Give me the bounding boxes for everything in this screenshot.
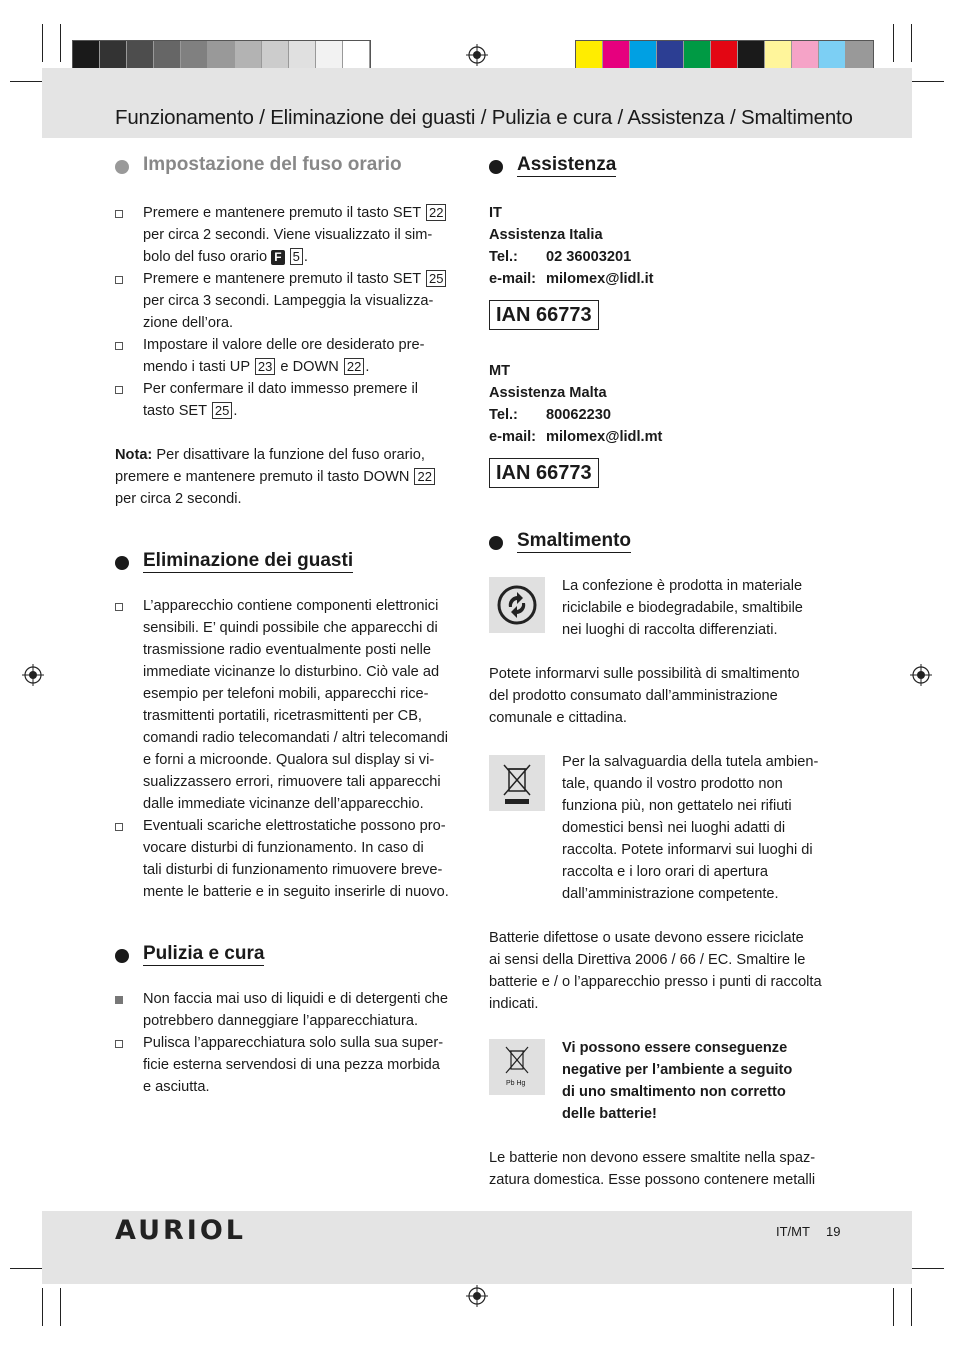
key-ref: 23: [255, 358, 275, 375]
note: Nota: Per disattivare la funzione del fuso orario, premere e mantenere premuto il tasto DOWN 22 per circa 2 secondi.: [115, 444, 467, 510]
bullet-dot-icon: [489, 160, 503, 174]
checkbox-bullet-icon: [115, 210, 123, 218]
checkbox-bullet-icon: [115, 276, 123, 284]
filled-square-bullet-icon: [115, 996, 123, 1004]
registration-mark-bottom-icon: [466, 1285, 488, 1307]
bullet-dot-icon: [489, 536, 503, 550]
color-swatch: [819, 41, 846, 70]
footer-language: IT/MT: [776, 1224, 810, 1239]
ian-number-malta: IAN 66773: [489, 458, 599, 488]
checkbox-bullet-icon: [115, 386, 123, 394]
list-item: Per confermare il dato immesso premere il tasto SET 25 .: [115, 378, 467, 422]
weee-block: Per la salvaguardia della tutela ambien- tale, quando il vostro prodotto non funziona più, non gettatelo nei rifiuti domestici bensì nei luoghi adatti di raccolta. Potete informarvi sui luoghi di raccolta e i loro orari di apertura dall’amministrazione competente.: [489, 751, 841, 905]
list-item: Premere e mantenere premuto il tasto SET 25 per circa 3 secondi. Lampeggia la visualizza- zione dell’ora.: [115, 268, 467, 334]
key-ref: 22: [426, 204, 446, 221]
checkbox-bullet-icon: [115, 342, 123, 350]
registration-mark-right-icon: [910, 664, 932, 686]
color-swatch: [630, 41, 657, 70]
battery-warning-block: Pb Hg Vi possono essere conseguenze negative per l’ambiente a seguito di uno smaltimento non corretto delle batterie!: [489, 1037, 841, 1125]
green-dot-recycling-icon: [489, 577, 545, 633]
color-swatch: [262, 41, 289, 70]
checkbox-bullet-icon: [115, 1040, 123, 1048]
bullet-dot-icon: [115, 556, 129, 570]
list-item: L’apparecchio contiene componenti elettronici sensibili. E’ quindi possibile che apparecchi di trasmissione radio eventualmente posti nelle immediate vicinanze lo disturbino. Ciò vale ad esempio per telefoni mobili, apparecchi rice- trasmittenti portatili, ricetrasmittenti per CB, comandi radio telecomandati / altri telecomandi e forni a microonde. Qualora sul display si vi- sualizzassero errori, rimuovere tali apparecchi dalle immediate vicinanze dell’apparecchio.: [115, 595, 467, 815]
list-item: Eventuali scariche elettrostatiche possono pro- vocare disturbi di funzionamento. In caso di tali disturbi di funzionamento rimuovere breve- mente le batterie e in seguito inserirle di nuovo.: [115, 815, 467, 903]
section-heading-service: Assistenza: [489, 154, 841, 182]
checkbox-bullet-icon: [115, 823, 123, 831]
key-ref: 22: [344, 358, 364, 375]
list-item: Non faccia mai uso di liquidi e di detergenti che potrebbero danneggiare l’apparecchiatura.: [115, 988, 467, 1032]
timezone-f-icon: F: [271, 250, 284, 265]
bullet-dot-icon: [115, 160, 129, 174]
page-number: 19: [826, 1224, 841, 1239]
bullet-dot-icon: [115, 949, 129, 963]
battery-bin-label: Pb Hg: [506, 1080, 526, 1087]
color-swatch: [154, 41, 181, 70]
list-item: Impostare il valore delle ore desiderato pre- mendo i tasti UP 23 e DOWN 22 .: [115, 334, 467, 378]
key-ref: 25: [212, 402, 232, 419]
list-item: Pulisca l’apparecchiatura solo sulla sua super- ficie esterna servendosi di una pezza morbida e asciutta.: [115, 1032, 467, 1098]
disposal-info: Potete informarvi sulle possibilità di smaltimento del prodotto consumato dall’amministrazione comunale e cittadina.: [489, 666, 800, 726]
service-italy: IT Assistenza Italia Tel.: 02 36003201 e-mail: milomex@lidl.it: [489, 205, 654, 287]
key-ref: 22: [414, 468, 434, 485]
section-heading-troubleshooting: Eliminazione dei guasti: [115, 550, 467, 578]
section-heading-timezone: Impostazione del fuso orario: [115, 154, 467, 182]
color-swatch: [181, 41, 208, 70]
battery-final-info: Le batterie non devono essere smaltite nella spaz- zatura domestica. Esse possono contenere metalli: [489, 1150, 816, 1188]
list-item: Premere e mantenere premuto il tasto SET 22 per circa 2 secondi. Viene visualizzato il sim- bolo del fuso orario F 5 .: [115, 202, 467, 268]
color-swatch-bar: [575, 40, 874, 71]
key-ref: 25: [426, 270, 446, 287]
battery-bin-icon: [489, 1039, 545, 1095]
battery-info: Batterie difettose o usate devono essere riciclate ai sensi della Direttiva 2006 / 66 / EC. Smaltire le batterie e / o l’apparecchio presso i punti di raccolta indicati.: [489, 930, 822, 1012]
packaging-block: La confezione è prodotta in materiale riciclabile e biodegradabile, smaltibile nei luoghi di raccolta differenziati.: [489, 575, 841, 641]
color-swatch: [576, 41, 603, 70]
color-swatch: [127, 41, 154, 70]
left-column: [115, 154, 467, 1098]
color-swatch: [765, 41, 792, 70]
registration-mark-left-icon: [22, 664, 44, 686]
color-swatch: [316, 41, 343, 70]
color-swatch: [738, 41, 765, 70]
section-heading-cleaning: Pulizia e cura: [115, 943, 467, 971]
color-swatch: [657, 41, 684, 70]
color-swatch: [711, 41, 738, 70]
service-malta: MT Assistenza Malta Tel.: 80062230 e-mail: milomex@lidl.mt: [489, 363, 663, 445]
color-swatch: [235, 41, 262, 70]
registration-mark-top-icon: [466, 44, 488, 66]
checkbox-bullet-icon: [115, 603, 123, 611]
color-swatch: [603, 41, 630, 70]
color-swatch: [73, 41, 100, 70]
color-swatch: [100, 41, 127, 70]
key-ref: 5: [290, 248, 303, 265]
crossed-bin-icon: [489, 755, 545, 811]
color-swatch: [343, 41, 370, 70]
right-column: [489, 154, 841, 1191]
color-swatch: [846, 41, 873, 70]
color-swatch: [684, 41, 711, 70]
ian-number-italy: IAN 66773: [489, 300, 599, 330]
color-swatch: [792, 41, 819, 70]
color-swatch: [208, 41, 235, 70]
section-heading-disposal: Smaltimento: [489, 530, 841, 558]
gray-swatch-bar: [72, 40, 371, 71]
page-title: Funzionamento / Eliminazione dei guasti / Pulizia e cura / Assistenza / Smaltimento: [115, 106, 853, 129]
brand-logo: AURIOL: [115, 1215, 246, 1246]
color-swatch: [289, 41, 316, 70]
